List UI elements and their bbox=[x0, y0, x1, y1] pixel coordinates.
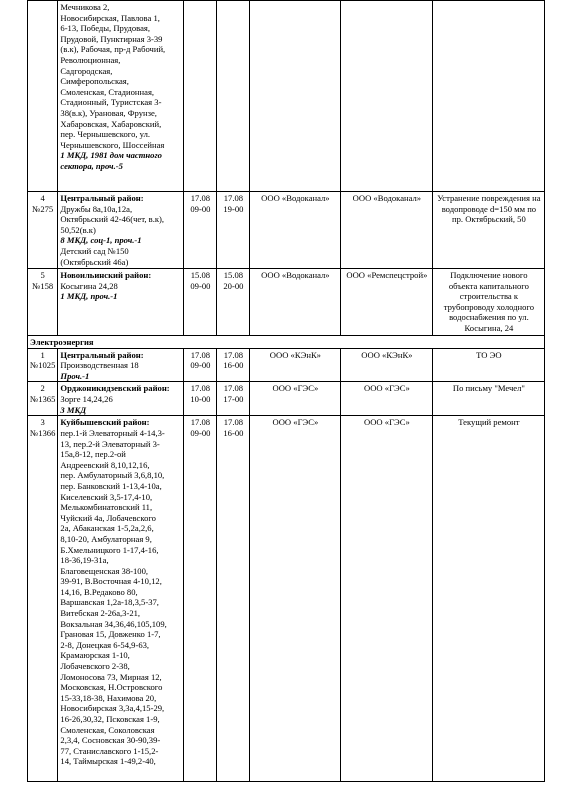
address-line: Производственная 18 bbox=[60, 360, 139, 371]
address-line: Чуйский 4а, Лобачевского bbox=[60, 512, 156, 523]
address-line: 6-13, Победы, Прудовая, bbox=[60, 23, 151, 34]
registration-number: №1025 bbox=[30, 360, 56, 371]
address-line: Садгородская, bbox=[60, 65, 113, 76]
end-date: 15.08 bbox=[223, 270, 244, 280]
reason-cell: По письму "Мечел" bbox=[433, 382, 545, 416]
address-line: 39-91, В.Восточная 4-10,12, bbox=[60, 576, 162, 587]
address-line: 14, Таймырская 1-49,2-40, bbox=[60, 756, 156, 767]
end-time: 19-00 bbox=[223, 203, 244, 214]
start-cell bbox=[184, 1, 217, 192]
section-title: Электроэнергия bbox=[28, 336, 545, 349]
address-line: Смоленская, Соколовская bbox=[60, 724, 155, 735]
row-number: 3 bbox=[40, 417, 45, 428]
registration-number: №1366 bbox=[30, 427, 56, 438]
start-date: 17.08 bbox=[190, 349, 211, 360]
address-line: 14,16, В.Редаково 80, bbox=[60, 586, 138, 597]
address-line: 15-33,18-38, Нахимова 20, bbox=[60, 692, 157, 703]
object-summary: 1 МКД, 1981 дом частного сектора, проч.-5 bbox=[60, 150, 162, 171]
address-line: Октябрьский 42-46(чет, в.к), bbox=[60, 214, 165, 225]
start-time: 09-00 bbox=[190, 280, 211, 291]
address-line: Варшавская 1,2а-18,3,5-37, bbox=[60, 597, 159, 608]
registration-number: №275 bbox=[32, 203, 54, 214]
end-cell bbox=[217, 416, 250, 782]
end-date: 17.08 bbox=[223, 417, 244, 428]
reason-cell bbox=[433, 1, 545, 192]
start-date: 17.08 bbox=[190, 417, 211, 428]
executor-cell: ООО «КЭнК» bbox=[250, 348, 341, 382]
address-line: Ломоносова 73, Мирная 12, bbox=[60, 671, 162, 682]
start-cell bbox=[184, 416, 217, 782]
address-line: 8,10-20, Амбулаторная 9, bbox=[60, 533, 152, 544]
object-summary: Проч.-1 bbox=[60, 370, 90, 381]
address-line: Киселевский 3,5-17,4-10, bbox=[60, 491, 153, 502]
row-number-cell bbox=[28, 192, 58, 269]
address-line: Лобачевского 2-38, bbox=[60, 661, 130, 672]
district-name: Новоильинский район: bbox=[60, 270, 152, 280]
row-number-cell bbox=[28, 269, 58, 336]
address-line: 2,3,4, Сосновская 30-90,39- bbox=[60, 735, 161, 746]
row-number: 1 bbox=[40, 349, 45, 360]
row-number: 4 bbox=[40, 193, 45, 203]
executor-cell: ООО «ГЭС» bbox=[250, 416, 341, 782]
executor-cell: ООО «ГЭС» bbox=[250, 382, 341, 416]
end-cell bbox=[217, 1, 250, 192]
start-date: 15.08 bbox=[190, 270, 211, 280]
address-cell bbox=[58, 416, 184, 782]
owner-cell: ООО «ГЭС» bbox=[341, 382, 433, 416]
row-number-cell bbox=[28, 416, 58, 782]
address-cell bbox=[58, 382, 184, 416]
end-date: 17.08 bbox=[223, 349, 244, 360]
address-line: Детский сад №150 bbox=[60, 245, 129, 256]
address-line: 16-26,30,32, Псковская 1-9, bbox=[60, 714, 160, 724]
end-cell bbox=[217, 382, 250, 416]
end-time: 20-00 bbox=[223, 280, 244, 291]
address-line: 18-36,19-31а, bbox=[60, 555, 109, 566]
table-row bbox=[28, 348, 545, 382]
registration-number: №158 bbox=[32, 280, 54, 291]
address-line: Андреевский 8,10,12,16, bbox=[60, 459, 150, 470]
start-time: 09-00 bbox=[190, 203, 211, 214]
address-line: 13, пер.2-й Элеваторный 3- bbox=[60, 438, 160, 449]
end-cell bbox=[217, 348, 250, 382]
end-cell bbox=[217, 192, 250, 269]
address-cell bbox=[58, 1, 184, 192]
executor-cell: ООО «Водоканал» bbox=[250, 192, 341, 269]
address-line: Стадионный, Туристская 3- bbox=[60, 97, 162, 108]
address-line: (в.к), Рабочая, пр-д Рабочий, bbox=[60, 44, 166, 55]
address-line: Революционная, bbox=[60, 54, 121, 65]
table-row bbox=[28, 1, 545, 192]
address-cell bbox=[58, 348, 184, 382]
address-line: (Октябрьский 46а) bbox=[60, 256, 129, 267]
end-time: 16-00 bbox=[223, 360, 244, 371]
address-line: 15а,8-12, пер.2-ой bbox=[60, 449, 126, 460]
row-number-cell bbox=[28, 1, 58, 192]
address-line: Зорге 14,24,26 bbox=[60, 393, 113, 404]
start-cell bbox=[184, 348, 217, 382]
table-row bbox=[28, 269, 545, 336]
row-number-cell bbox=[28, 348, 58, 382]
reason-cell: Устранение повреждения на водопроводе d=150 мм по пр. Октябрьский, 50 bbox=[433, 192, 545, 269]
address-line: Хабаровская, Хабаровский, bbox=[60, 118, 162, 129]
owner-cell: ООО «Водоканал» bbox=[341, 192, 433, 269]
address-line: пер. Амбулаторный 3,6,8,10, bbox=[60, 470, 165, 481]
address-line: Витебская 2-26а,3-21, bbox=[60, 608, 141, 619]
address-line: Дружбы 8а,10а,12а, bbox=[60, 203, 133, 214]
table-row bbox=[28, 192, 545, 269]
section-header-row bbox=[28, 336, 545, 349]
address-line: Прудовой, Пунктирная 3-39 bbox=[60, 33, 163, 44]
address-line: 2-8, Донецкая 6-54,9-63, bbox=[60, 639, 150, 650]
end-date: 17.08 bbox=[223, 193, 244, 203]
owner-cell bbox=[341, 1, 433, 192]
start-cell bbox=[184, 192, 217, 269]
district-name: Орджоникидзевский район: bbox=[60, 383, 170, 394]
executor-cell: ООО «Водоканал» bbox=[250, 269, 341, 336]
reason-cell: Подключение нового объекта капитального строительства к трубопроводу холодного водоснабжения по ул. Косыгина, 24 bbox=[433, 269, 545, 336]
address-line: пер.1-й Элеваторный 4-14,3- bbox=[60, 427, 165, 438]
address-line: 77, Станиславского 1-15,2- bbox=[60, 745, 159, 756]
object-summary: 3 МКД bbox=[60, 404, 87, 415]
district-name: Центральный район: bbox=[60, 193, 144, 203]
address-cell bbox=[58, 192, 184, 269]
owner-cell: ООО «Ремспецстрой» bbox=[341, 269, 433, 336]
address-line: Благовещенская 38-100, bbox=[60, 565, 149, 576]
start-cell bbox=[184, 382, 217, 416]
outage-table bbox=[27, 0, 545, 782]
address-line: пер. Чернышевского, ул. bbox=[60, 129, 151, 140]
owner-cell: ООО «КЭнК» bbox=[341, 348, 433, 382]
address-line: Симферопольская, bbox=[60, 76, 129, 87]
row-number: 5 bbox=[40, 270, 45, 280]
address-line: Вокзальная 34,36,46,105,109, bbox=[60, 618, 167, 629]
owner-cell: ООО «ГЭС» bbox=[341, 416, 433, 782]
address-line: Новосибирская, Павлова 1, bbox=[60, 12, 160, 23]
table-row bbox=[28, 382, 545, 416]
end-cell bbox=[217, 269, 250, 336]
address-line: Мечникова 2, bbox=[60, 2, 110, 12]
object-summary: 1 МКД, проч.-1 bbox=[60, 291, 118, 302]
start-time: 09-00 bbox=[190, 360, 211, 371]
address-line: Смоленская, Стадионная, bbox=[60, 86, 155, 97]
district-name: Центральный район: bbox=[60, 349, 144, 360]
address-cell bbox=[58, 269, 184, 336]
registration-number: №1365 bbox=[30, 393, 56, 404]
address-line: Московская, Н.Островского bbox=[60, 682, 163, 693]
address-line: Новосибирская 3,3а,4,15-29, bbox=[60, 703, 165, 714]
reason-cell: Текущий ремонт bbox=[433, 416, 545, 782]
end-time: 16-00 bbox=[223, 427, 244, 438]
address-line: 38(в.к), Урановая, Фрунзе, bbox=[60, 107, 157, 118]
start-time: 09-00 bbox=[190, 427, 211, 438]
row-number-cell bbox=[28, 382, 58, 416]
district-name: Куйбышевский район: bbox=[60, 417, 150, 428]
table-row bbox=[28, 416, 545, 782]
start-date: 17.08 bbox=[190, 383, 211, 394]
address-line: Б.Хмельницкого 1-17,4-16, bbox=[60, 544, 159, 555]
address-line: 50,52(в.к) bbox=[60, 224, 96, 235]
address-line: Чернышевского, Шоссейная bbox=[60, 139, 165, 150]
start-date: 17.08 bbox=[190, 193, 211, 203]
end-time: 17-00 bbox=[223, 393, 244, 404]
address-line: Косыгина 24,28 bbox=[60, 280, 118, 291]
address-line: Крамаюрская 1-10, bbox=[60, 650, 130, 661]
address-line: пер. Банковский 1-13,4-10а, bbox=[60, 480, 162, 491]
address-line: Мелькомбинатовский 11, bbox=[60, 502, 153, 513]
row-number: 2 bbox=[40, 383, 45, 394]
executor-cell bbox=[250, 1, 341, 192]
start-time: 10-00 bbox=[190, 393, 211, 404]
address-line: 2а, Абаканская 1-5,2а,2,6, bbox=[60, 523, 154, 534]
reason-cell: ТО ЭО bbox=[433, 348, 545, 382]
start-cell bbox=[184, 269, 217, 336]
object-summary: 8 МКД, соц-1, проч.-1 bbox=[60, 235, 142, 246]
address-line: Грановая 15, Довженко 1-7, bbox=[60, 629, 161, 640]
end-date: 17.08 bbox=[223, 383, 244, 394]
